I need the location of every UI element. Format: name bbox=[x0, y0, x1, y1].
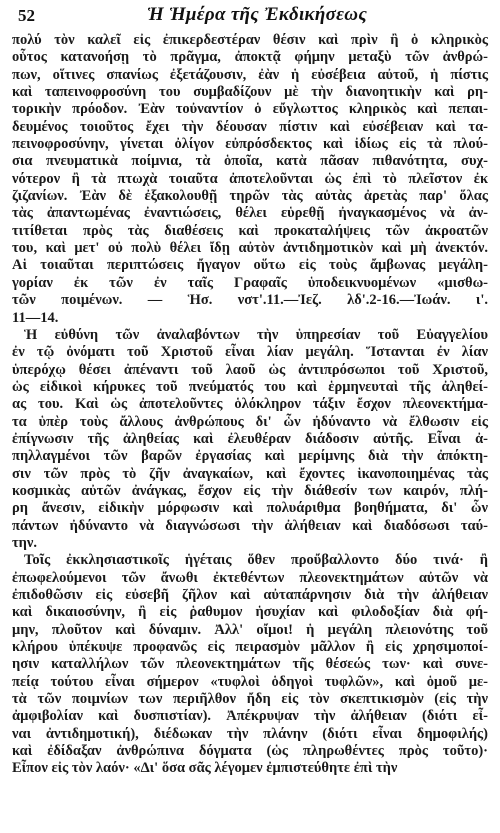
text-line: ρη ἄνεσιν, εἰδικὴν μόρφωσιν καὶ πολυάριθμα βοηθήματα, δι' ὧν bbox=[12, 500, 488, 517]
text-line: πηλλαγμένοι τῶν βαρῶν ἐργασίας καὶ μερίμνης διὰ τὴν ἀπόκτη- bbox=[12, 448, 488, 465]
text-line: κοσμικὰς αὐτῶν ἀνάγκας, ἔσχον εἰς τὴν διάθεσίν των καιρόν, πλή- bbox=[12, 482, 488, 499]
text-line: ὡς εἰδικοὶ κήρυκες τοῦ πνεύματός του καὶ ἑρμηνευταὶ τῆς ἀληθεί- bbox=[12, 378, 488, 395]
text-line: πάντων ἠδύναντο νὰ διαγνώσωσι τὴν ἀλήθειαν καὶ διαδόσωσι ταύ- bbox=[12, 517, 488, 534]
text-line: πολύ τὸν καλεῖ εἰς ἐπικερδεστέραν θέσιν καὶ πρὶν ἢ ὁ κληρικὸς bbox=[12, 32, 488, 48]
page-number: 52 bbox=[18, 6, 35, 25]
text-line: ἐπωφελούμενοι τῶν ἄνωθι ἐκτεθέντων πλεονεκτημάτων αὐτῶν νὰ bbox=[12, 569, 488, 586]
text-line: 11—14. bbox=[12, 309, 59, 326]
running-head bbox=[12, 4, 488, 32]
text-line: γορίαν ἐκ τῶν ἐν ταῖς Γραφαῖς ὑποδεικνυομένων «μισθω- bbox=[12, 274, 488, 291]
text-line: τορικὴν πρόοδον. Ἐὰν τοὐναντίον ὁ εὔγλωττος κληρικὸς καὶ πεπαι- bbox=[12, 101, 488, 118]
text-line: νότερον ἢ τὰ πτωχὰ τοιαῦτα ἀποτελοῦνται ὡς ἐπὶ τὸ πλεῖστον ἐκ bbox=[12, 170, 488, 187]
text-line: ας του. Καὶ ὡς ἀποτελοῦντες ὁλόκληρον τάξιν ἔσχον πλεονεκτήμα- bbox=[12, 396, 488, 413]
text-line: πων, οἵτινες σπανίως ἐξετάζουσιν, ἐὰν ἡ εὐσέβεια αὐτοῦ, ἡ πίστις bbox=[12, 66, 488, 83]
text-line: Αἱ τοιαῦται περιπτώσεις ἤγαγον οὕτω εἰς τοὺς ἄμβωνας μεγάλη- bbox=[12, 257, 488, 274]
text-line: την. bbox=[12, 534, 38, 551]
text-line: Εἶπον εἰς τὸν λαόν· «Δι' ὅσα σᾶς λέγομεν ἐμπιστεύθητε ἐπὶ τὴν bbox=[12, 760, 398, 777]
text-line: κλήρου ὑπέκυψε προφανῶς εἰς πειρασμὸν μᾶλλον ἢ εἰς χρησιμοποί- bbox=[12, 639, 488, 656]
text-line: οὗτος κατανοήσῃ τὸ πρᾶγμα, ἀποκτᾷ φήμην μεταξὺ τῶν ἀνθρώ- bbox=[12, 49, 488, 66]
text-line: καὶ δικαιοσύνην, ἢ εἰς ῥαθυμον ἡσυχίαν καὶ φιλοδοξίαν διὰ φή- bbox=[12, 604, 488, 621]
body-text bbox=[12, 32, 488, 778]
text-line: τὰς ἀπαντωμένας ἐναντιώσεις, θέλει εὑρεθῇ ἠναγκασμένος νὰ ἀν- bbox=[12, 205, 488, 222]
paragraph bbox=[12, 327, 488, 552]
text-line: δευμένος τοιοῦτος ἔχει τὴν δέουσαν πίστιν καὶ εὐσέβειαν καὶ τα- bbox=[12, 118, 488, 135]
text-line: ἐπίγνωσιν τῆς ἀληθείας καὶ ἐλευθέραν διάδοσιν αὐτῆς. Εἶναι ἀ- bbox=[12, 430, 488, 447]
text-line: τα ὑπὲρ τοὺς ἄλλους ἀνθρώπους δι' ὧν ἠδύναντο νὰ ἔλθωσιν εἰς bbox=[12, 413, 488, 430]
text-line: ὑπερόχῳ θέσει ἀπέναντι τοῦ λαοῦ ὡς ἀντιπρόσωποι τοῦ Χριστοῦ, bbox=[12, 361, 488, 378]
text-line: καὶ ταπεινοφροσύνη του συμβαδίζουν μὲ τὴν διανοητικὴν καὶ ρη- bbox=[12, 84, 488, 101]
text-line: τῶν ποιμένων. — Ἡσ. νστ'.11.—Ἰεζ. λδ'.2-16.—Ἰωάν. ι'. bbox=[12, 292, 488, 309]
text-line: ζιζανίων. Ἐὰν δὲ ἐξακολουθῇ τηρῶν τὰς αὐτὰς ἀρετὰς παρ' ὅλας bbox=[12, 188, 488, 205]
text-line: σια πνευματικὰ ποίμνια, τὰ ὁποῖα, κατὰ πᾶσαν πιθανότητα, συχ- bbox=[12, 153, 488, 170]
text-line: ἐν τῷ ὀνόματι τοῦ Χριστοῦ εἶναι λίαν μεγάλη. Ἵστανται ἐν λίαν bbox=[12, 344, 488, 361]
text-line: καὶ ἐδίδαξαν ἀνθρώπινα δόγματα (ὡς πληρωθέντες πρὸς τοῦτο)· bbox=[12, 743, 488, 760]
text-line: μην, πλοῦτον καὶ δύναμιν. Ἀλλ' οἴμοι! ἡ μεγάλη πλειονότης τοῦ bbox=[12, 621, 488, 638]
text-line: ναι ἀντιδημοτική), διέδωκαν τὴν πλάνην (διότι εἶναι δημοφιλής) bbox=[12, 725, 488, 742]
text-line: ησιν καταλλήλων τῶν πλεονεκτημάτων τῆς θέσεώς των· καὶ συνε- bbox=[12, 656, 488, 673]
running-title: Ἡ Ἡμέρα τῆς Ἐκδικήσεως bbox=[147, 4, 368, 25]
text-line: τὰ τῶν ποιμνίων των περιῆλθον ἤδη εἰς τὸν σκεπτικισμὸν (εἰς τὴν bbox=[12, 691, 488, 708]
text-line: Τοῖς ἐκκλησιαστικοῖς ἡγέταις ὅθεν προὔβαλλοντο δύο τινά· ἢ bbox=[24, 552, 488, 569]
paragraph bbox=[12, 552, 488, 777]
text-line: πείᾳ τούτου εἶναι σήμερον «τυφλοὶ ὁδηγοὶ τυφλῶν», καὶ ὁμοῦ με- bbox=[12, 673, 488, 690]
text-line: Ἡ εὐθύνη τῶν ἀναλαβόντων τὴν ὑπηρεσίαν τοῦ Εὐαγγελίου bbox=[24, 326, 488, 343]
text-line: ἀμφιβολίαν καὶ δυσπιστίαν). Ἀπέκρυψαν τὴν ἀλήθειαν (διότι εἶ- bbox=[12, 708, 488, 725]
text-line: τιτίθεται πρὸς τὰς διαθέσεις καὶ προκαταλήψεις τῶν ἀκροατῶν bbox=[12, 222, 488, 239]
text-line: του, καὶ μετ' οὐ πολὺ θέλει ἴδῃ αὐτὸν ἀντιδημοτικὸν καὶ μὴ ἀνεκτόν. bbox=[12, 240, 488, 257]
text-line: ἐπιδοθῶσιν εἰς εὐσεβῆ ζῆλον καὶ αὐταπάρνησιν διὰ τὴν ἀλήθειαν bbox=[12, 587, 488, 603]
paragraph bbox=[12, 32, 488, 327]
text-line: σιν τῶν πρὸς τὸ ζῆν ἀναγκαίων, καὶ ἔχοντες ἱκανοποιημένας τὰς bbox=[12, 465, 488, 482]
text-line: πεινοφροσύνην, γίνεται ὀλίγον εὐπρόσδεκτος καὶ ἰδίως εἰς τὰ πλού- bbox=[12, 136, 488, 153]
